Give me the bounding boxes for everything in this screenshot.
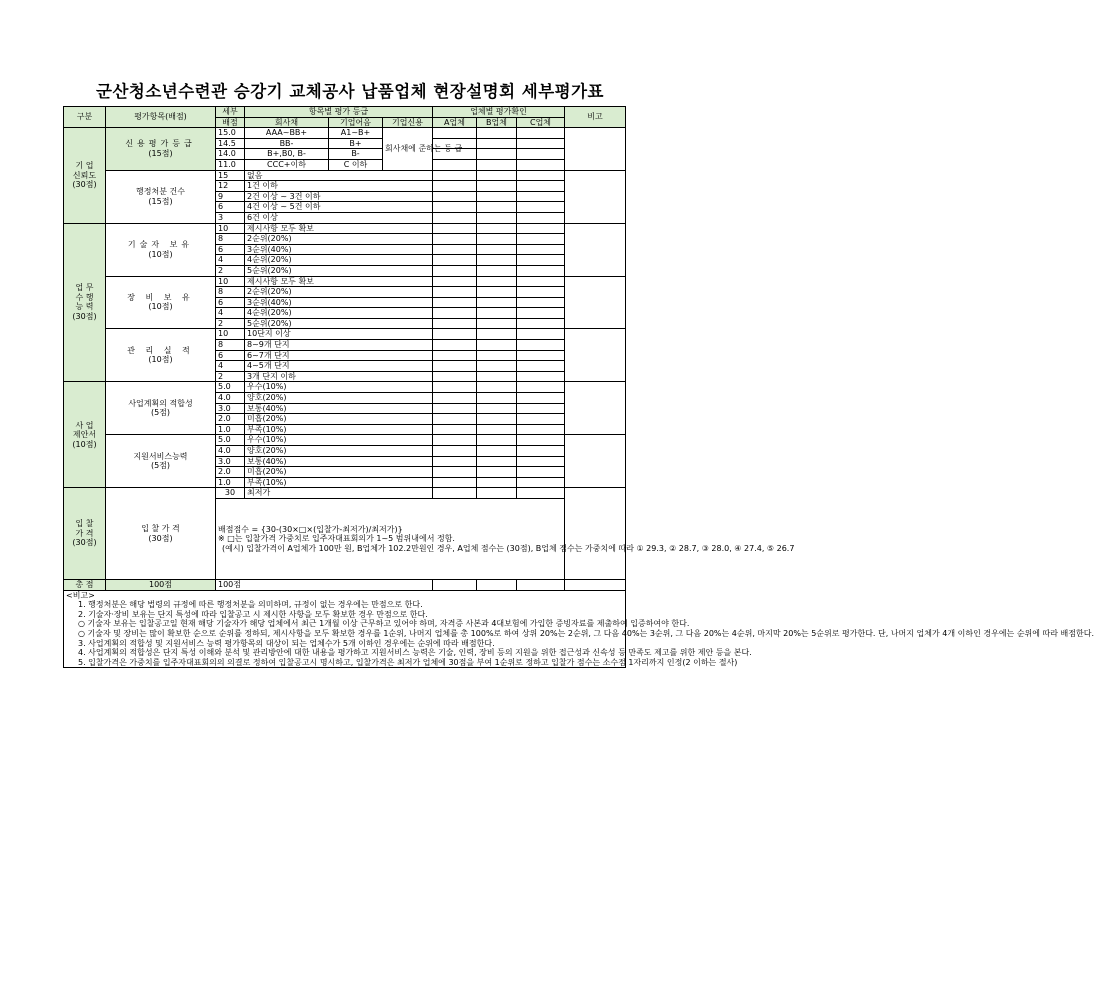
grade-text: 부족(10%) bbox=[245, 477, 433, 488]
credit-score: 11.0 bbox=[216, 159, 245, 170]
credit-equivalence-note: 회사채에 준하는 등 급 bbox=[383, 128, 433, 170]
item-engineers: 기술자 보유 (10점) bbox=[106, 223, 216, 276]
credit-bill: A1~B+ bbox=[329, 128, 383, 139]
grade-text: 보통(40%) bbox=[245, 456, 433, 467]
grade-text: 6~7개 단지 bbox=[245, 350, 433, 361]
score-cell: 30 bbox=[216, 488, 245, 499]
notes-title: <비고> bbox=[66, 590, 95, 600]
item-credit-rating: 신용평가등급 (15점) bbox=[106, 128, 216, 170]
header-vendor-a: A업체 bbox=[433, 117, 477, 128]
score-cell: 8 bbox=[216, 340, 245, 351]
grade-text: 최저가 bbox=[245, 488, 433, 499]
score-cell: 2 bbox=[216, 371, 245, 382]
score-cell: 9 bbox=[216, 191, 245, 202]
grade-text: 8~9개 단지 bbox=[245, 340, 433, 351]
grade-text: 양호(20%) bbox=[245, 393, 433, 404]
score-cell: 6 bbox=[216, 244, 245, 255]
note-item: 4. 사업계획의 적합성은 단지 특성 이해와 분석 및 관리방안에 대한 내용을 평가하고 지원서비스 능력은 기술, 인력, 장비 등의 지원을 위한 접근성과 신속성 등 만족도 제고를 위한 제안 등을 본다. bbox=[78, 648, 752, 658]
score-cell: 8 bbox=[216, 287, 245, 298]
grade-text: 우수(10%) bbox=[245, 435, 433, 446]
score-cell: 2 bbox=[216, 265, 245, 276]
credit-bill: B+ bbox=[329, 138, 383, 149]
notes-box bbox=[64, 590, 1094, 668]
score-cell: 3 bbox=[216, 212, 245, 223]
score-cell: 6 bbox=[216, 202, 245, 213]
header-remark: 비고 bbox=[565, 107, 626, 128]
bid-formula-line: 배점점수 = {30-(30×□×(입찰가-최저가)/최저가)} bbox=[218, 524, 403, 534]
score-cell: 10 bbox=[216, 276, 245, 287]
grade-text: 제시사항 모두 확보 bbox=[245, 276, 433, 287]
note-item: 5. 입찰가격은 가중치를 입주자대표회의의 의결로 정하여 입찰공고시 명시하고, 입찰가격은 최저가 업체에 30점을 부여 1순위로 정하고 입찰가 점수는 소수점 1자리까지 인정(2 이하는 절사) bbox=[78, 657, 738, 667]
grade-text: 제시사항 모두 확보 bbox=[245, 223, 433, 234]
grade-text: 3개 단지 이하 bbox=[245, 371, 433, 382]
credit-bill: C 이하 bbox=[329, 159, 383, 170]
score-cell: 8 bbox=[216, 234, 245, 245]
section-performance: 업 무 수 행 능 력 (30점) bbox=[64, 223, 106, 382]
grade-text: 6건 이상 bbox=[245, 212, 433, 223]
item-plan-fit: 사업계획의 적합성 (5점) bbox=[106, 382, 216, 435]
grade-text: 5순위(20%) bbox=[245, 265, 433, 276]
bid-example: (예시) 입찰가격이 A업체가 100만 원, B업체가 102.2만원인 경우, A업체 점수는 (30점), B업체 점수는 가중치에 따라 ① 29.3, ② 28.7, ③ 28.0, ④ 27.4, ⑤ 26.7 bbox=[222, 543, 795, 553]
grade-text: 미흡(20%) bbox=[245, 467, 433, 478]
score-cell: 3.0 bbox=[216, 456, 245, 467]
score-cell: 4 bbox=[216, 255, 245, 266]
credit-score: 15.0 bbox=[216, 128, 245, 139]
score-cell: 5.0 bbox=[216, 435, 245, 446]
grade-text: 3순위(40%) bbox=[245, 244, 433, 255]
grade-text: 없음 bbox=[245, 170, 433, 181]
header-vendor-title: 업체별 평가확인 bbox=[433, 107, 565, 118]
header-detail-2: 배점 bbox=[216, 117, 245, 128]
score-cell: 2.0 bbox=[216, 467, 245, 478]
score-cell: 4 bbox=[216, 361, 245, 372]
header-grade-title: 항목별 평가 등급 bbox=[245, 107, 433, 118]
score-cell: 10 bbox=[216, 223, 245, 234]
note-item: 3. 사업계획의 적합성 및 지원서비스 능력 평가항목의 대상이 되는 업체수가 5개 이하인 경우에는 순위에 따라 배점한다. bbox=[78, 638, 495, 648]
credit-bond: B+,B0, B- bbox=[245, 149, 329, 160]
credit-bill: B- bbox=[329, 149, 383, 160]
total-label: 총 점 bbox=[64, 579, 106, 590]
header-bond: 회사채 bbox=[245, 117, 329, 128]
item-admin-actions: 행정처분 건수 (15점) bbox=[106, 170, 216, 223]
grade-text: 4순위(20%) bbox=[245, 255, 433, 266]
item-support-service: 지원서비스능력 (5점) bbox=[106, 435, 216, 488]
header-bill: 기업어음 bbox=[329, 117, 383, 128]
score-cell: 4.0 bbox=[216, 393, 245, 404]
grade-text: 4~5개 단지 bbox=[245, 361, 433, 372]
section-proposal: 사 업 제안서 (10점) bbox=[64, 382, 106, 488]
score-cell: 2 bbox=[216, 318, 245, 329]
score-cell: 4 bbox=[216, 308, 245, 319]
header-vendor-b: B업체 bbox=[477, 117, 517, 128]
header-vendor-c: C업체 bbox=[517, 117, 565, 128]
grade-text: 보통(40%) bbox=[245, 403, 433, 414]
score-cell: 1.0 bbox=[216, 477, 245, 488]
item-bid-price: 입 찰 가 격 (30점) bbox=[106, 488, 216, 580]
score-cell: 15 bbox=[216, 170, 245, 181]
section-bid-price: 입 찰 가 격 (30점) bbox=[64, 488, 106, 580]
note-item: 2. 기술자·장비 보유는 단지 특성에 따라 입찰공고 시 제시한 사항을 모두 확보한 경우 만점으로 한다. bbox=[78, 609, 428, 619]
grade-text: 10단지 이상 bbox=[245, 329, 433, 340]
score-cell: 5.0 bbox=[216, 382, 245, 393]
item-equipment: 장 비 보 유 (10점) bbox=[106, 276, 216, 329]
grade-text: 5순위(20%) bbox=[245, 318, 433, 329]
note-subitem: ○ 기술자 보유는 입찰공고일 현재 해당 기술자가 해당 업체에서 최근 1개월 이상 근무하고 있어야 하며, 자격증 사본과 4대보험에 가입한 증빙자료를 제출하여 입증하여야 한다. bbox=[78, 619, 690, 629]
note-item: 1. 행정처분은 해당 법령의 규정에 따른 행정처분을 의미하며, 규정이 없는 경우에는 만점으로 한다. bbox=[78, 600, 423, 610]
grade-text: 2건 이상 ~ 3건 이하 bbox=[245, 191, 433, 202]
grade-text: 4순위(20%) bbox=[245, 308, 433, 319]
header-credit: 기업신용 bbox=[383, 117, 433, 128]
credit-score: 14.5 bbox=[216, 138, 245, 149]
credit-bond: BB- bbox=[245, 138, 329, 149]
grade-text: 미흡(20%) bbox=[245, 414, 433, 425]
score-cell: 10 bbox=[216, 329, 245, 340]
credit-score: 14.0 bbox=[216, 149, 245, 160]
score-cell: 6 bbox=[216, 297, 245, 308]
evaluation-table bbox=[63, 106, 1094, 668]
grade-text: 3순위(40%) bbox=[245, 297, 433, 308]
grade-text: 우수(10%) bbox=[245, 382, 433, 393]
score-cell: 2.0 bbox=[216, 414, 245, 425]
bid-weight-note: ※ □는 입찰가격 가중치로 입주자대표회의가 1~5 범위내에서 정함. bbox=[218, 534, 455, 544]
header-item: 평가항목(배점) bbox=[106, 107, 216, 128]
score-cell: 1.0 bbox=[216, 424, 245, 435]
grade-text: 2순위(20%) bbox=[245, 287, 433, 298]
section-credit: 기 업 신뢰도 (30점) bbox=[64, 128, 106, 223]
score-cell: 12 bbox=[216, 181, 245, 192]
credit-bond: AAA~BB+ bbox=[245, 128, 329, 139]
header-detail: 세부 bbox=[216, 107, 245, 118]
total-item: 100점 bbox=[106, 579, 216, 590]
page-title: 군산청소년수련관 승강기 교체공사 납품업체 현장설명회 세부평가표 bbox=[96, 82, 604, 101]
credit-bond: CCC+이하 bbox=[245, 159, 329, 170]
grade-text: 양호(20%) bbox=[245, 446, 433, 457]
score-cell: 4.0 bbox=[216, 446, 245, 457]
header-gubun: 구분 bbox=[64, 107, 106, 128]
grade-text: 4건 이상 ~ 5건 이하 bbox=[245, 202, 433, 213]
score-cell: 6 bbox=[216, 350, 245, 361]
score-cell: 3.0 bbox=[216, 403, 245, 414]
grade-text: 2순위(20%) bbox=[245, 234, 433, 245]
item-track-record: 관 리 실 적 (10점) bbox=[106, 329, 216, 382]
grade-text: 1건 이하 bbox=[245, 181, 433, 192]
bid-formula bbox=[216, 498, 795, 579]
total-score: 100점 bbox=[216, 579, 433, 590]
grade-text: 부족(10%) bbox=[245, 424, 433, 435]
note-subitem: ○ 기술자 및 장비는 많이 확보한 순으로 순위를 정하되, 제시사항을 모두 확보한 경우를 1순위, 나머지 업체를 총 100%로 하여 상위 20%는 2순위, 그 다음 40%는 3순위, 그 다음 20%는 4순위, 마지막 20%는 5순위로 평가한다. 단, 나머지 업체가 4개 이하인 경우에는 순위에 따라 배점한다. bbox=[78, 628, 1094, 638]
